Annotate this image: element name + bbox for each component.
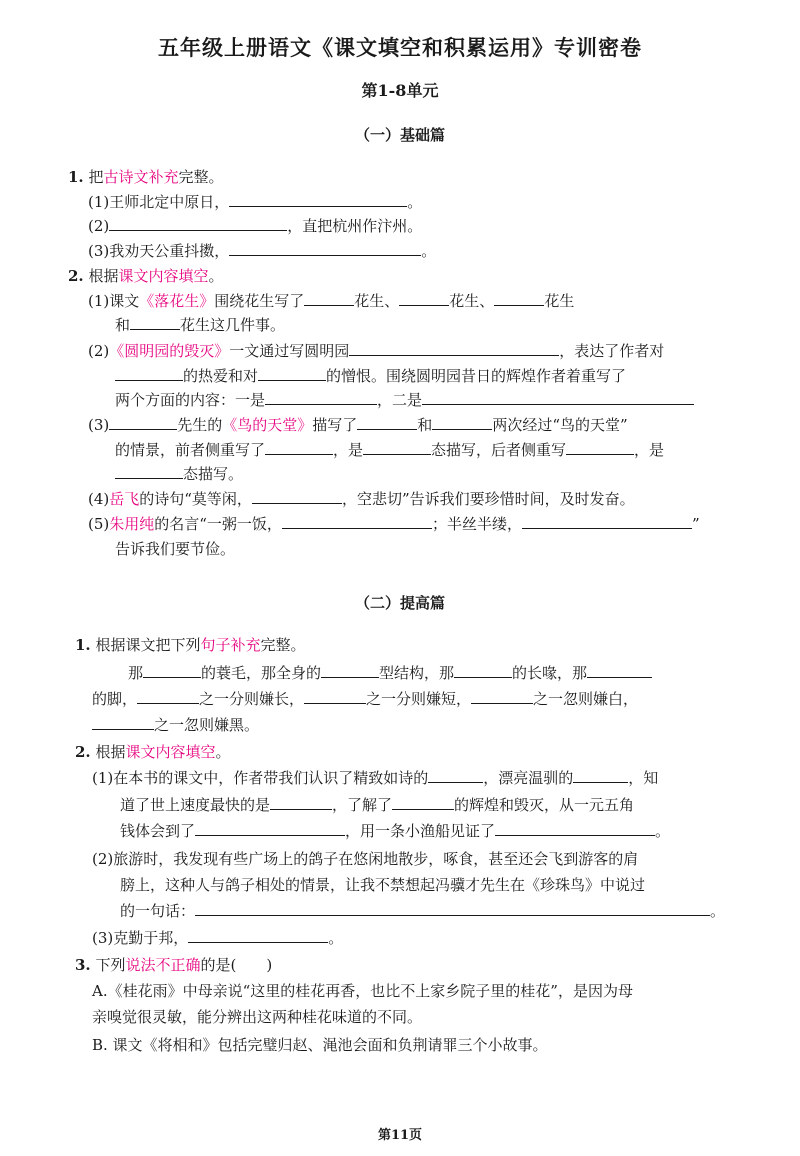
- item-text: (2): [88, 342, 110, 360]
- item-text: 花生: [544, 292, 575, 310]
- item-text: 先生的: [177, 416, 223, 434]
- answer-blank[interactable]: [252, 489, 342, 504]
- answer-blank[interactable]: [109, 216, 287, 231]
- item-text: ”: [691, 515, 700, 533]
- question-2-item-3: [92, 927, 343, 949]
- item-text: (3): [88, 416, 110, 434]
- answer-blank[interactable]: [454, 663, 512, 678]
- question-2-item-2-line-2: [115, 365, 626, 387]
- option-a-text: A.《桂花雨》中母亲说“这里的桂花再香，也比不上家乡院子里的桂花”，是因为母: [92, 982, 633, 1000]
- answer-blank[interactable]: [270, 795, 332, 810]
- answer-blank[interactable]: [265, 390, 377, 405]
- passage-text: 之一分则嫌长，: [199, 690, 305, 708]
- item-text: 花生、: [449, 292, 495, 310]
- highlight-keyword: 课文内容填空: [118, 267, 209, 285]
- item-text: 的诗句“莫等闲，: [139, 490, 252, 508]
- passage-text: 之一忽则嫌白，: [533, 690, 639, 708]
- stem-text: 。: [208, 267, 224, 285]
- question-2-stem: [68, 265, 224, 287]
- item-text: 膀上，这种人与鸽子相处的情景，让我不禁想起冯骥才先生在《珍珠鸟》中说过: [120, 876, 646, 894]
- highlight-keyword: 《圆明园的毁灭》: [109, 342, 230, 360]
- option-a-line-2[interactable]: [92, 1006, 422, 1028]
- answer-blank[interactable]: [432, 415, 492, 430]
- question-1-passage-line-3: [92, 714, 259, 736]
- question-2-item-1-line-3: [120, 820, 670, 842]
- answer-blank[interactable]: [115, 464, 183, 479]
- question-number: 3.: [75, 956, 91, 974]
- item-text: ，二是: [377, 391, 423, 409]
- question-2-item-5-line-1: [88, 513, 700, 535]
- answer-blank[interactable]: [143, 663, 201, 678]
- question-1-item-2: [88, 215, 422, 237]
- question-1-item-3: [88, 240, 436, 262]
- answer-blank[interactable]: [265, 440, 333, 455]
- item-text: ，是: [333, 441, 364, 459]
- item-text: 的辉煌和毁灭，从一元五角: [454, 796, 635, 814]
- passage-text: 那: [128, 664, 144, 682]
- option-a-line-1[interactable]: [92, 980, 633, 1002]
- item-text: (3)克勤于邦，: [92, 929, 189, 947]
- item-text: 的热爱和对: [183, 367, 259, 385]
- item-text: ，表达了作者对: [559, 342, 665, 360]
- answer-blank[interactable]: [471, 689, 533, 704]
- passage-text: 之一分则嫌短，: [366, 690, 472, 708]
- answer-blank[interactable]: [363, 440, 431, 455]
- item-text: 描写了: [312, 416, 358, 434]
- highlight-keyword: 课文内容填空: [125, 743, 216, 761]
- passage-text: 的脚，: [92, 690, 138, 708]
- answer-blank[interactable]: [587, 663, 652, 678]
- answer-blank[interactable]: [321, 663, 379, 678]
- highlight-keyword: 《鸟的天堂》: [222, 416, 313, 434]
- item-text: 态描写，后者侧重写: [431, 441, 567, 459]
- answer-blank[interactable]: [494, 291, 544, 306]
- question-2-item-2-line-1: [92, 848, 638, 870]
- question-1-passage-line-1: [128, 662, 652, 684]
- answer-blank[interactable]: [357, 415, 417, 430]
- option-b[interactable]: [92, 1034, 548, 1056]
- stem-text: 完整。: [178, 168, 224, 186]
- item-text: 。: [328, 929, 344, 947]
- passage-text: 的长喙，那: [512, 664, 588, 682]
- highlight-keyword: 岳飞: [109, 490, 140, 508]
- question-2-item-5-line-2: [115, 538, 235, 560]
- answer-blank[interactable]: [92, 715, 154, 730]
- item-text: 花生、: [354, 292, 400, 310]
- item-text: 和: [417, 416, 433, 434]
- page-title: 五年级上册语文《课文填空和积累运用》专训密卷: [158, 35, 642, 60]
- stem-text: 根据: [95, 743, 126, 761]
- item-text: (3)我劝天公重抖擞，: [88, 242, 230, 260]
- question-2-item-4: [88, 488, 635, 510]
- page-number: 第11页: [377, 1128, 423, 1143]
- item-text: ，知: [628, 769, 659, 787]
- answer-blank[interactable]: [522, 514, 692, 529]
- item-text: 。: [655, 822, 671, 840]
- item-text: 两次经过“鸟的天堂”: [492, 416, 628, 434]
- item-text: (1)王师北定中原日，: [88, 193, 230, 211]
- item-text: 和: [115, 316, 131, 334]
- item-text: ，用一条小渔船见证了: [345, 822, 496, 840]
- question-1-stem: [75, 634, 306, 656]
- highlight-keyword: 古诗文补充: [103, 168, 179, 186]
- answer-blank[interactable]: [573, 768, 628, 783]
- question-2-item-2-line-3: [115, 389, 694, 411]
- question-2-item-3-line-3: [115, 463, 243, 485]
- page-subtitle: 第1-8单元: [361, 81, 439, 100]
- question-number: 2.: [68, 267, 84, 285]
- section-heading-basic: （一）基础篇: [354, 126, 445, 144]
- question-2-item-2-line-1: [88, 340, 664, 362]
- stem-text: 下列: [95, 956, 126, 974]
- item-text: 道了世上速度最快的是: [120, 796, 271, 814]
- question-2-item-1-line-2: [115, 314, 285, 336]
- answer-blank[interactable]: [258, 366, 326, 381]
- item-text: 钱体会到了: [120, 822, 196, 840]
- answer-blank[interactable]: [428, 768, 483, 783]
- section-heading-advanced: （二）提高篇: [354, 594, 445, 612]
- answer-blank[interactable]: [399, 291, 449, 306]
- answer-blank[interactable]: [304, 291, 354, 306]
- item-text: ，了解了: [332, 796, 393, 814]
- item-text: 告诉我们要节俭。: [115, 540, 236, 558]
- answer-blank[interactable]: [137, 689, 199, 704]
- item-text: 围绕花生写了: [214, 292, 305, 310]
- answer-blank[interactable]: [282, 514, 432, 529]
- item-text: (4): [88, 490, 110, 508]
- highlight-keyword: 说法不正确: [125, 956, 201, 974]
- question-2-item-3-line-2: [115, 439, 664, 461]
- item-text: (2)旅游时，我发现有些广场上的鸽子在悠闲地散步，啄食，甚至还会飞到游客的肩: [92, 850, 639, 868]
- question-2-item-2-line-2: [120, 874, 645, 896]
- stem-text: 的是( ): [200, 956, 273, 974]
- stem-text: 。: [215, 743, 231, 761]
- highlight-keyword: 《落花生》: [139, 292, 215, 310]
- answer-blank[interactable]: [109, 415, 177, 430]
- question-2-stem: [75, 741, 231, 763]
- option-a-text: 亲嗅觉很灵敏，能分辨出这两种桂花味道的不同。: [92, 1008, 423, 1026]
- stem-text: 根据课文把下列: [95, 636, 201, 654]
- item-text: (1)课文: [88, 292, 140, 310]
- item-text: (5): [88, 515, 110, 533]
- passage-text: 型结构，那: [379, 664, 455, 682]
- stem-text: 根据: [88, 267, 119, 285]
- item-text: (1)在本书的课文中，作者带我们认识了精致如诗的: [92, 769, 429, 787]
- passage-text: 之一忽则嫌黑。: [154, 716, 260, 734]
- question-3-stem: [75, 954, 272, 976]
- answer-blank[interactable]: [304, 689, 366, 704]
- answer-blank[interactable]: [229, 241, 421, 256]
- answer-blank[interactable]: [495, 821, 655, 836]
- item-text: 。: [710, 902, 726, 920]
- question-2-item-1-line-1: [92, 767, 658, 789]
- question-1-stem: [68, 166, 224, 188]
- item-text: 的憎恨。围绕圆明园昔日的辉煌作者着重写了: [326, 367, 627, 385]
- answer-blank[interactable]: [130, 315, 180, 330]
- item-text: ；半丝半缕，: [431, 515, 522, 533]
- item-text: 两个方面的内容：一是: [115, 391, 266, 409]
- answer-blank[interactable]: [422, 390, 694, 405]
- item-text: ，空悲切”告诉我们要珍惜时间，及时发奋。: [341, 490, 635, 508]
- question-2-item-1-line-2: [120, 794, 634, 816]
- question-number: 1.: [75, 636, 91, 654]
- item-text: 态描写。: [183, 465, 244, 483]
- question-1-item-1: [88, 191, 422, 213]
- highlight-keyword: 句子补充: [200, 636, 261, 654]
- item-text: ，漂亮温驯的: [483, 769, 574, 787]
- option-b-text: B. 课文《将相和》包括完璧归赵、渑池会面和负荆请罪三个小故事。: [92, 1036, 548, 1054]
- item-text: 的情景，前者侧重写了: [115, 441, 266, 459]
- question-number: 1.: [68, 168, 84, 186]
- passage-text: 的蓑毛，那全身的: [201, 664, 322, 682]
- question-number: 2.: [75, 743, 91, 761]
- item-text: 花生这几件事。: [180, 316, 286, 334]
- answer-blank[interactable]: [392, 795, 454, 810]
- item-text: 。: [407, 193, 423, 211]
- stem-text: 把: [88, 168, 104, 186]
- question-2-item-1-line-1: [88, 290, 574, 312]
- answer-blank[interactable]: [188, 928, 328, 943]
- question-2-item-3-line-1: [88, 414, 628, 436]
- answer-blank[interactable]: [566, 440, 634, 455]
- answer-blank[interactable]: [229, 192, 407, 207]
- item-text: 的一句话：: [120, 902, 196, 920]
- item-text: 。: [421, 242, 437, 260]
- answer-blank[interactable]: [349, 341, 559, 356]
- answer-blank[interactable]: [195, 821, 345, 836]
- item-text: ，直把杭州作汴州。: [287, 217, 423, 235]
- answer-blank[interactable]: [195, 901, 710, 916]
- stem-text: 完整。: [260, 636, 306, 654]
- item-text: ，是: [634, 441, 665, 459]
- question-1-passage-line-2: [92, 688, 638, 710]
- item-text: 一文通过写圆明园: [229, 342, 350, 360]
- question-2-item-2-line-3: [120, 900, 725, 922]
- answer-blank[interactable]: [115, 366, 183, 381]
- highlight-keyword: 朱用纯: [109, 515, 155, 533]
- item-text: (2): [88, 217, 110, 235]
- item-text: 的名言“一粥一饭，: [154, 515, 282, 533]
